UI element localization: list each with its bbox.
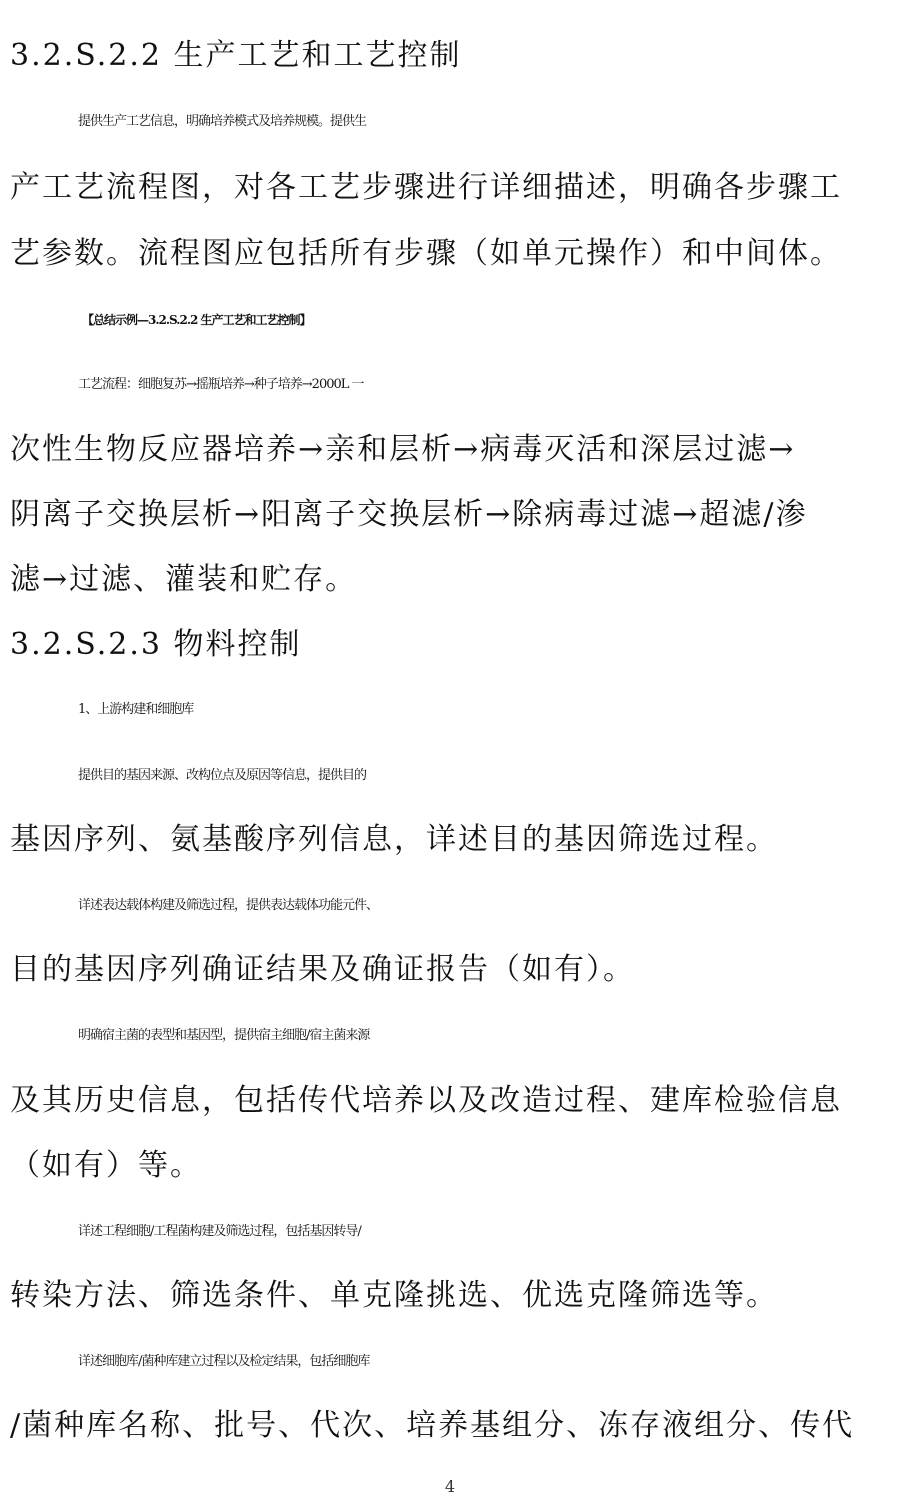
section-heading-3-2-s-2-3: 3.2.S.2.3 物料控制: [10, 627, 302, 662]
paragraph-line: 详述细胞库/菌种库建立过程以及检定结果，包括细胞库: [78, 1354, 370, 1369]
paragraph-line: 明确宿主菌的表型和基因型，提供宿主细胞/宿主菌来源: [78, 1028, 370, 1043]
paragraph-line: 详述工程细胞/工程菌构建及筛选过程，包括基因转导/: [78, 1224, 361, 1239]
section-heading-3-2-s-2-2: 3.2.S.2.2 生产工艺和工艺控制: [10, 38, 462, 73]
paragraph-line: 产工艺流程图，对各工艺步骤进行详细描述，明确各步骤工: [10, 170, 842, 205]
paragraph-line: 滤→过滤、灌装和贮存。: [10, 562, 358, 597]
paragraph-line: （如有）等。: [10, 1148, 202, 1183]
paragraph-line: 次性生物反应器培养→亲和层析→病毒灭活和深层过滤→: [10, 432, 796, 467]
paragraph-line: 基因序列、氨基酸序列信息，详述目的基因筛选过程。: [10, 822, 778, 857]
paragraph-line: 目的基因序列确证结果及确证报告（如有）。: [10, 952, 635, 987]
paragraph-line: 提供目的基因来源、改构位点及原因等信息，提供目的: [78, 768, 367, 783]
example-heading: 【总结示例—3.2.S.2.2 生产工艺和工艺控制】: [82, 313, 311, 327]
page-number: 4: [444, 1477, 456, 1496]
paragraph-line: 及其历史信息，包括传代培养以及改造过程、建库检验信息: [10, 1083, 842, 1118]
paragraph-line: 工艺流程：细胞复苏→摇瓶培养→种子培养→2000L 一: [78, 377, 364, 392]
subsection-heading: 1、上游构建和细胞库: [78, 702, 194, 717]
paragraph-line: 阴离子交换层析→阳离子交换层析→除病毒过滤→超滤/渗: [10, 497, 808, 532]
paragraph-line: 提供生产工艺信息，明确培养模式及培养规模。提供生: [78, 114, 367, 129]
paragraph-line: 转染方法、筛选条件、单克隆挑选、优选克隆筛选等。: [10, 1278, 778, 1313]
paragraph-line: 艺参数。流程图应包括所有步骤（如单元操作）和中间体。: [10, 236, 842, 271]
paragraph-line: /菌种库名称、批号、代次、培养基组分、冻存液组分、传代: [10, 1408, 855, 1443]
paragraph-line: 详述表达载体构建及筛选过程，提供表达载体功能元件、: [78, 898, 379, 913]
